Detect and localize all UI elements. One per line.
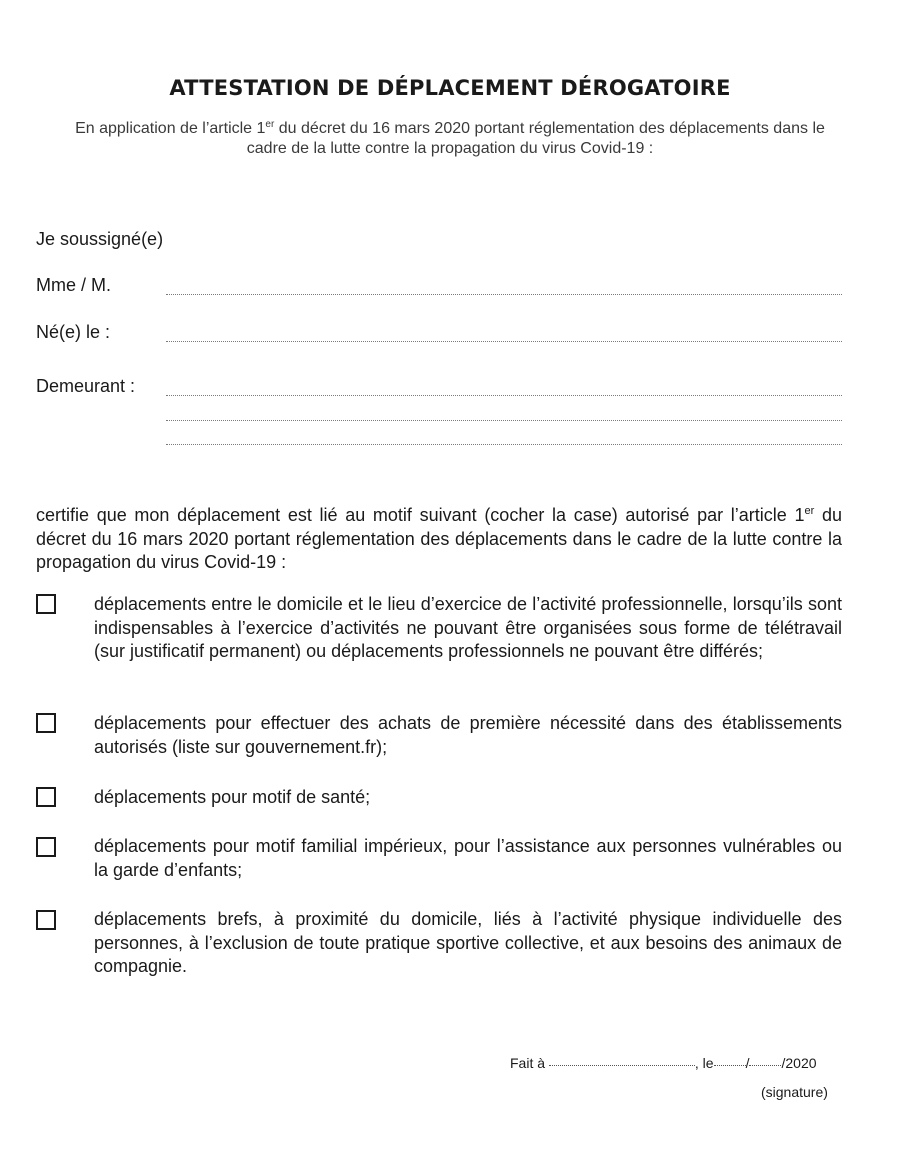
subtitle-part2: du décret du 16 mars 2020 portant réglementation des déplacements dans le cadre de la lutte contre la propagation du virus Covid-19 : [246, 120, 825, 157]
birth-date-label: Né(e) le : [36, 322, 111, 342]
certify-superscript: er [804, 505, 815, 517]
option-exercise-text: déplacements brefs, à proximité du domicile, liés à l’activité physique individuelle des personnes, à l’exclusion de toute pratique sportive collective, et aux besoins des animaux de compagnie. [94, 909, 842, 976]
subtitle-superscript: er [265, 119, 275, 130]
undersigned-label: Je soussigné(e) [36, 229, 164, 249]
address-field-line-1[interactable] [166, 395, 842, 396]
certify-part1: certifie que mon déplacement est lié au motif suivant (cocher la case) autorisé par l’article 1 [36, 505, 805, 525]
option-work-text: déplacements entre le domicile et le lieu d’exercice de l’activité professionnelle, lorsqu’ils sont indispensables à l’exercice d’activités ne pouvant être organisées sous forme de télétravail (sur justificatif permanent) ou déplacements professionnels ne pouvant être différés; [94, 594, 842, 661]
address-field-line-2[interactable] [166, 420, 842, 421]
month-field[interactable] [749, 1065, 781, 1066]
subtitle-part1: En application de l’article 1 [75, 120, 266, 137]
option-health-text: déplacements pour motif de santé; [94, 787, 371, 807]
document-title: ATTESTATION DE DÉPLACEMENT DÉROGATOIRE [169, 76, 731, 100]
le-label: , le [694, 1055, 714, 1071]
document-subtitle [60, 119, 840, 159]
checkbox-purchases[interactable] [36, 713, 56, 733]
birth-date-field[interactable] [166, 341, 842, 342]
date-separator: / [745, 1055, 750, 1071]
signature-label: (signature) [761, 1084, 828, 1100]
year-label: /2020 [781, 1055, 817, 1071]
name-label: Mme / M. [36, 275, 111, 295]
checkbox-health[interactable] [36, 787, 56, 807]
checkbox-family[interactable] [36, 837, 56, 857]
day-field[interactable] [714, 1065, 746, 1066]
name-field[interactable] [166, 294, 842, 295]
certify-text [36, 504, 842, 575]
fait-a-label: Fait à [510, 1055, 546, 1071]
checkbox-exercise[interactable] [36, 910, 56, 930]
certify-part2: du décret du 16 mars 2020 portant réglementation des déplacements dans le cadre de la lutte contre la propagation du virus Covid-19 : [36, 505, 842, 572]
place-field[interactable] [549, 1065, 695, 1066]
address-field-line-3[interactable] [166, 444, 842, 445]
place-date-line [510, 1055, 817, 1071]
checkbox-work[interactable] [36, 594, 56, 614]
address-label: Demeurant : [36, 376, 136, 396]
option-family-text: déplacements pour motif familial impérieux, pour l’assistance aux personnes vulnérables ou la garde d’enfants; [94, 836, 842, 880]
option-purchases-text: déplacements pour effectuer des achats de première nécessité dans des établissements autorisés (liste sur gouvernement.fr); [94, 713, 842, 757]
